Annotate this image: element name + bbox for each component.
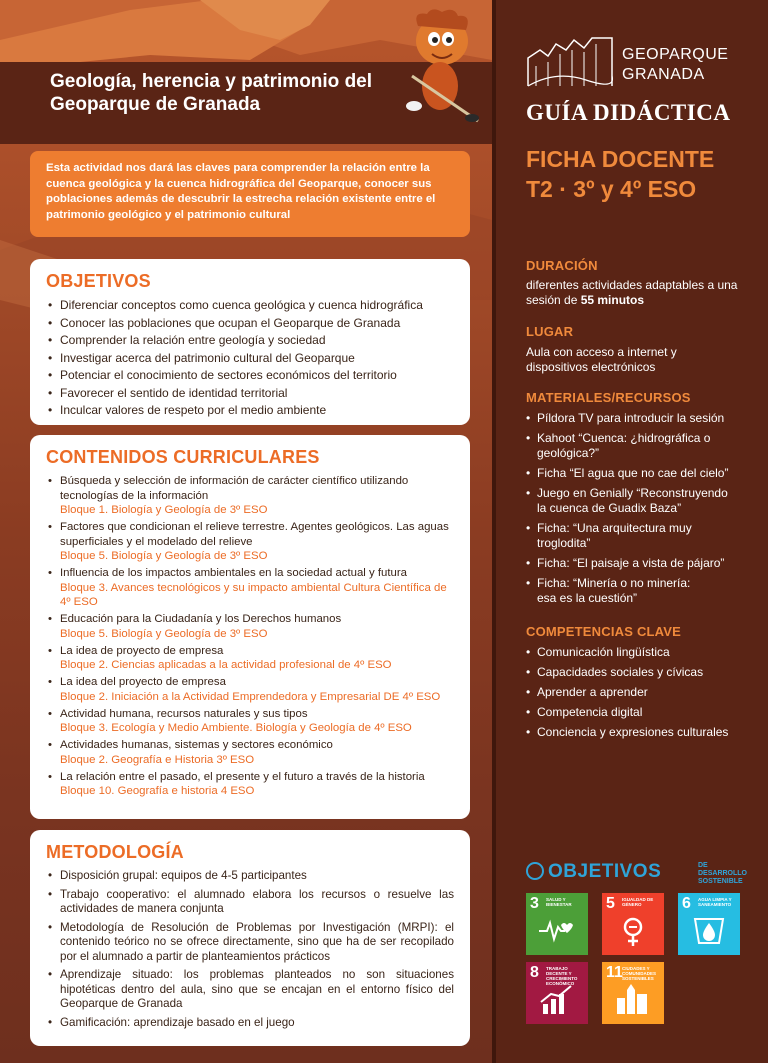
sdg-header	[526, 860, 756, 884]
methodology-heading: METODOLOGÍA	[46, 842, 184, 862]
content-text: Influencia de los impactos ambientales en la sociedad actual y futura	[60, 567, 407, 579]
sdg-number: 11	[606, 964, 623, 981]
curriculum-card	[30, 435, 470, 819]
brand-name-line1: GEOPARQUE	[622, 46, 729, 63]
sdg-tile-5	[602, 893, 664, 955]
list-item	[46, 770, 454, 799]
ficha-title-line1: FICHA DOCENTE	[526, 146, 715, 172]
sdg-label: AGUA LIMPIA Y SANEAMIENTO	[698, 897, 732, 907]
list-item	[46, 707, 454, 736]
duration-heading: DURACIÓN	[526, 258, 598, 273]
list-item	[46, 520, 454, 564]
ficha-title	[526, 144, 756, 204]
list-item: • Conocer las poblaciones que ocupan el Geoparque de Granada	[46, 316, 454, 331]
list-item: • Ficha: “El paisaje a vista de pájaro”	[526, 556, 762, 571]
sdg-label: IGUALDAD DE GÉNERO	[622, 897, 654, 907]
content-text: Actividad humana, recursos naturales y sus tipos	[60, 707, 308, 720]
content-block: Bloque 2. Iniciación a la Actividad Emprendedora y Empresarial DE 4º ESO	[60, 690, 441, 703]
duration-text	[526, 278, 756, 308]
content-block: Bloque 5. Biología y Geología de 3º ESO	[60, 627, 268, 640]
sidebar	[492, 0, 768, 1063]
sdg-subtitle	[698, 862, 756, 886]
un-globe-icon	[526, 862, 544, 880]
sdg-subtitle-line1: DE DESARROLLO	[698, 862, 747, 877]
duration-text-main: diferentes actividades adaptables a una sesión de	[526, 278, 738, 307]
sdg-tile-3	[526, 893, 588, 955]
content-text: Educación para la Ciudadanía y los Derechos humanos	[60, 613, 342, 625]
list-item	[46, 474, 454, 518]
curriculum-list	[46, 474, 454, 799]
growth-chart-icon	[539, 984, 575, 1016]
content-block: Bloque 2. Ciencias aplicadas a la actividad profesional de 4º ESO	[60, 659, 392, 671]
list-item	[46, 612, 454, 641]
list-item: • Comprender la relación entre geología y sociedad	[46, 333, 454, 348]
list-item: • Investigar acerca del patrimonio cultural del Geoparque	[46, 351, 454, 366]
sdg-tile-11	[602, 962, 664, 1024]
page-title: Geología, herencia y patrimonio del Geoparque de Granada	[50, 71, 373, 115]
list-item: • Aprendizaje situado: los problemas planteados no son situaciones hipotéticas dentro del aula, sino que se encajan en el entorno físico del Geoparque de Granada	[46, 968, 454, 1012]
brand-name-line2: GRANADA	[622, 66, 705, 83]
content-block: Bloque 3. Avances tecnológicos y su impacto ambiental Cultura Científica de 4º ESO	[60, 581, 447, 608]
intro-summary: Esta actividad nos dará las claves para comprender la relación entre la cuenca geológica y la cuenca hidrográfica del Geoparque, conocer sus poblaciones además de descubrir la estrecha relación existente entre el patrimonio geológico y el patrimonio cultural	[30, 151, 470, 237]
list-item: • Trabajo cooperativo: el alumnado elabora los recursos o resuelve las actividades de manera conjunta	[46, 888, 454, 917]
content-block: Bloque 5. Biología y Geología de 3º ESO	[60, 550, 268, 562]
sdg-label: TRABAJO DECENTE Y CRECIMIENTO ECONÓMICO	[546, 966, 578, 986]
list-item: • Ficha “El agua que no cae del cielo”	[526, 466, 762, 481]
list-item: • Juego en Genially “Reconstruyendo la cuenca de Guadix Baza”	[526, 486, 736, 516]
sdg-title: OBJETIVOS	[548, 861, 662, 882]
sdg-number: 8	[530, 964, 539, 981]
location-text: Aula con acceso a internet y dispositivos electrónicos	[526, 345, 677, 374]
competencies-heading: COMPETENCIAS CLAVE	[526, 624, 682, 639]
list-item: • Conciencia y expresiones culturales	[526, 725, 762, 740]
sdg-number: 5	[606, 895, 615, 912]
content-block: Bloque 3. Ecología y Medio Ambiente. Biología y Geología de 4º ESO	[60, 722, 412, 734]
list-item: • Competencia digital	[526, 705, 762, 720]
list-item: • Kahoot “Cuenca: ¿hidrográfica o geológica?”	[526, 431, 716, 461]
list-item: • Capacidades sociales y cívicas	[526, 665, 762, 680]
sdg-number: 6	[682, 895, 691, 912]
geoparque-logo-icon	[526, 36, 614, 88]
gender-icon	[615, 915, 651, 947]
list-item: • Diferenciar conceptos como cuenca geológica y cuenca hidrográfica	[46, 298, 454, 313]
list-item: • Disposición grupal: equipos de 4-5 participantes	[46, 869, 454, 884]
location-heading: LUGAR	[526, 324, 574, 339]
content-text: Búsqueda y selección de información de carácter científico utilizando tecnologías de la información	[60, 475, 409, 502]
list-item: • Metodología de Resolución de Problemas por Investigación (MRPI): el contenido teórico no se ofrece directamente, sino que ha de ser recopilado por el alumnado a partir de planteamientos prácticos	[46, 921, 454, 965]
list-item: • Ficha: “Una arquitectura muy troglodita”	[526, 521, 716, 551]
guide-title: GUÍA DIDÁCTICA	[526, 100, 731, 125]
curriculum-heading: CONTENIDOS CURRICULARES	[46, 447, 320, 467]
content-block: Bloque 2. Geografía e Historia 3º ESO	[60, 753, 255, 766]
content-text: Factores que condicionan el relieve terrestre. Agentes geológicos. Las aguas superficiales y el modelado del relieve	[60, 521, 449, 548]
list-item: • Píldora TV para introducir la sesión	[526, 411, 762, 426]
sdg-tile-6	[678, 893, 740, 955]
list-item: • Potenciar el conocimiento de sectores económicos del territorio	[46, 368, 454, 383]
sdg-number: 3	[530, 895, 539, 912]
ficha-title-line2: T2 · 3º y 4º ESO	[526, 176, 697, 202]
list-item: • Gamificación: aprendizaje basado en el juego	[46, 1016, 454, 1031]
heartbeat-icon	[539, 915, 575, 945]
content-text: Actividades humanas, sistemas y sectores económico	[60, 739, 333, 751]
list-item	[46, 566, 454, 610]
objectives-heading: OBJETIVOS	[46, 271, 151, 291]
list-item: • Ficha: “Minería o no minería: esa es la cuestión”	[526, 576, 706, 606]
content-text: La idea de proyecto de empresa	[60, 644, 224, 657]
list-item: • Inculcar valores de respeto por el medio ambiente	[46, 403, 454, 418]
content-block: Bloque 10. Geografía e historia 4 ESO	[60, 785, 255, 797]
list-item: • Aprender a aprender	[526, 685, 762, 700]
content-text: La relación entre el pasado, el presente y el futuro a través de la historia	[60, 770, 425, 783]
sdg-subtitle-line2: SOSTENIBLE	[698, 878, 743, 885]
list-item	[46, 675, 454, 704]
sdg-label: SALUD Y BIENESTAR	[546, 897, 572, 907]
water-drop-icon	[691, 915, 727, 947]
objectives-list	[46, 298, 454, 418]
city-icon	[615, 984, 651, 1016]
sdg-label: CIUDADES Y COMUNIDADES SOSTENIBLES	[622, 966, 657, 981]
competencies-list	[526, 645, 762, 745]
methodology-list	[46, 869, 454, 1030]
content-text: La idea del proyecto de empresa	[60, 676, 226, 688]
sdg-tile-8	[526, 962, 588, 1024]
methodology-card	[30, 830, 470, 1046]
materials-heading: MATERIALES/RECURSOS	[526, 390, 691, 405]
list-item	[46, 644, 454, 673]
content-block: Bloque 1. Biología y Geología de 3º ESO	[60, 504, 268, 516]
duration-minutes: 55 minutos	[580, 293, 645, 307]
list-item: • Comunicación lingüística	[526, 645, 762, 660]
list-item	[46, 738, 454, 767]
materials-list	[526, 411, 762, 611]
objectives-card	[30, 259, 470, 425]
list-item: • Favorecer el sentido de identidad territorial	[46, 386, 454, 401]
